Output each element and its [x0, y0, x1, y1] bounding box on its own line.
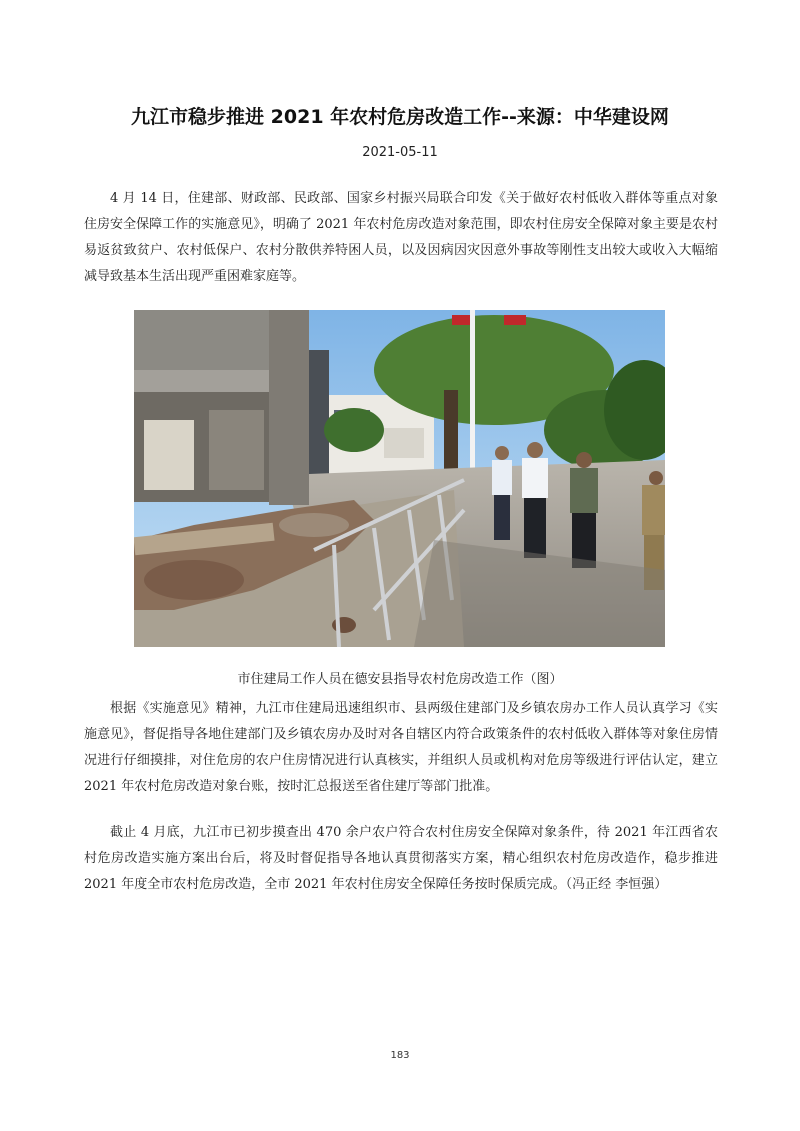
- article-photo: [134, 310, 665, 647]
- photo-caption: 市住建局工作人员在德安县指导农村危房改造工作（图）: [237, 672, 563, 687]
- paragraph-2: 根据《实施意见》精神，九江市住建局迅速组织市、县两级住建部门及乡镇农房办工作人员认真学习《实施意见》，督促指导各地住建部门及乡镇农房办及时对各自辖区内符合政策条件的农村低收入群体等对象住房情况进行仔细摸排，对住危房的农户住房情况进行认真核实，并组织人员或机构对危房等级进行评估认定，建立 2021 年农村危房改造对象台账，按时汇总报送至省住建厅等部门批准。: [84, 701, 718, 794]
- page-number: 183: [390, 1050, 410, 1061]
- article-date: 2021-05-11: [362, 145, 438, 160]
- paragraph-3: 截止 4 月底，九江市已初步摸查出 470 余户农户符合农村住房安全保障对象条件，待 2021 年江西省农村危房改造实施方案出台后，将及时督促指导各地认真贯彻落实方案，精心组织农村危房改造作，稳步推进 2021 年度全市农村危房改造，全市 2021 年农村住房安全保障任务按时保质完成。（冯正经 李恒强）: [84, 825, 718, 892]
- article-title: 九江市稳步推进 2021 年农村危房改造工作--来源：中华建设网: [131, 106, 669, 128]
- paragraph-1: 4 月 14 日，住建部、财政部、民政部、国家乡村振兴局联合印发《关于做好农村低收入群体等重点对象住房安全保障工作的实施意见》，明确了 2021 年农村危房改造对象范围，即农村住房安全保障对象主要是农村易返贫致贫户、农村低保户、农村分散供养特困人员，以及因病因灾因意外事故等刚性支出较大或收入大幅缩减导致基本生活出现严重困难家庭等。: [84, 191, 718, 284]
